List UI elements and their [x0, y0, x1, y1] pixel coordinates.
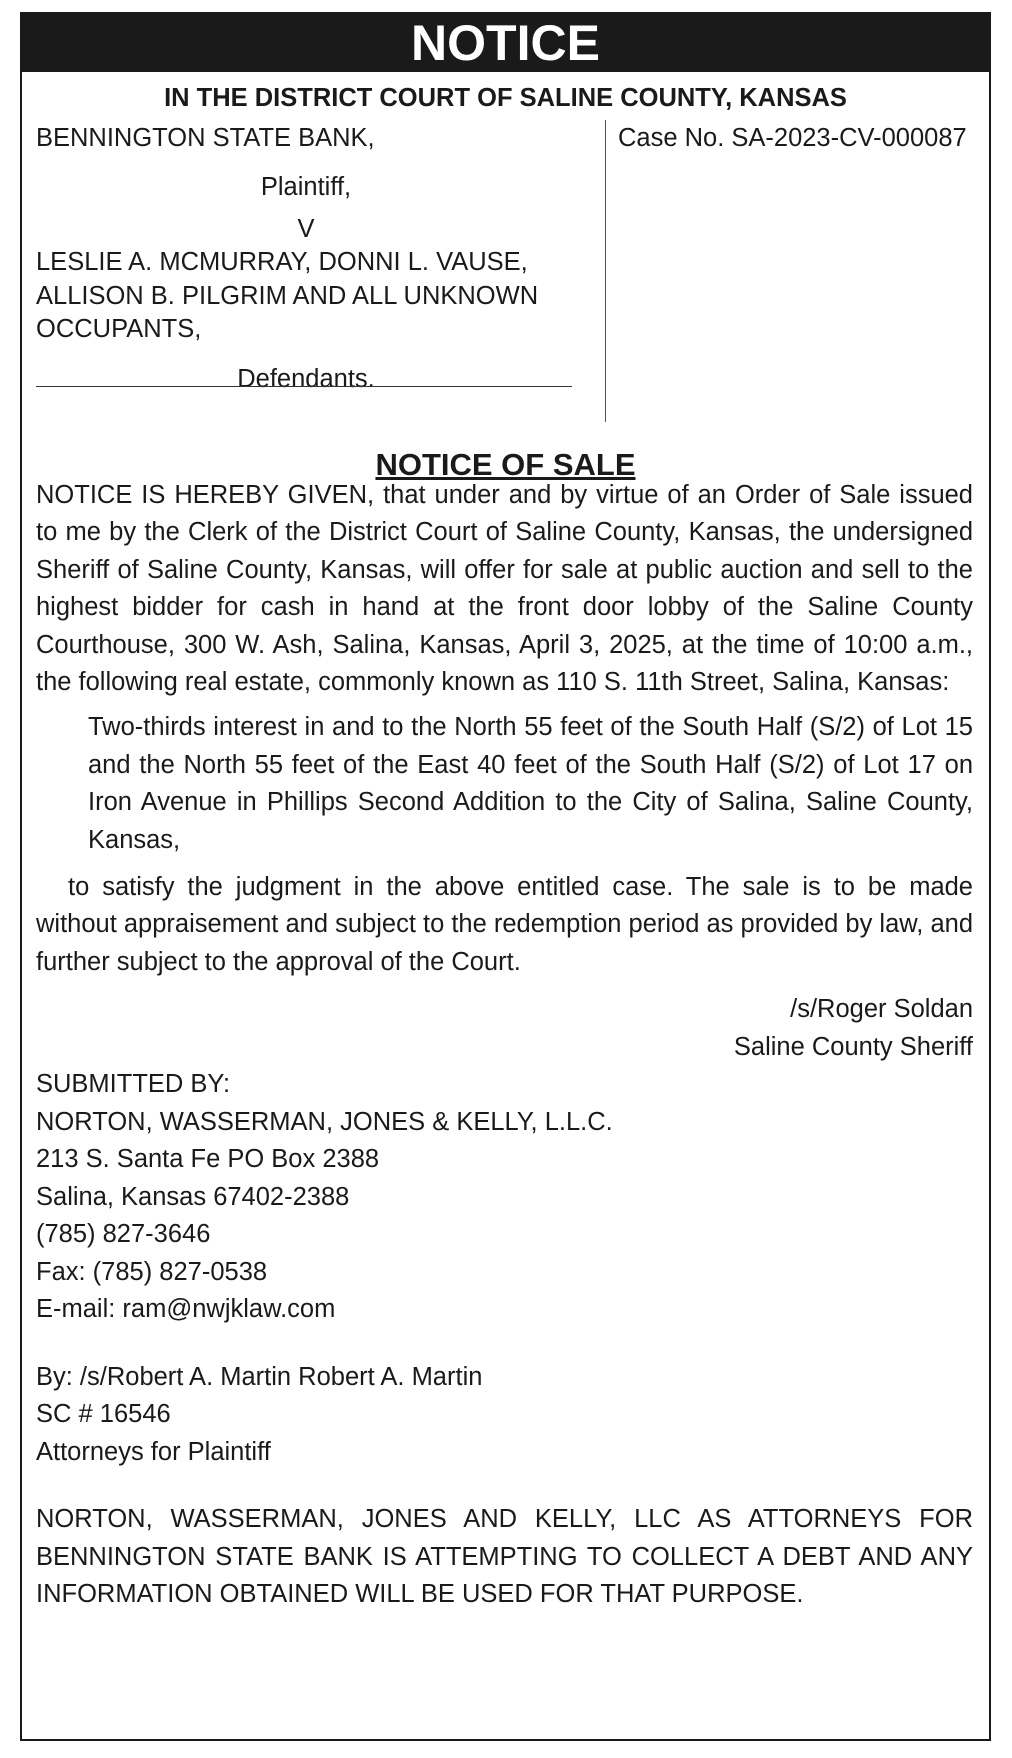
submitted-by-block: [36, 1066, 973, 1329]
notice-body: [36, 477, 973, 1614]
sheriff-signature: /s/Roger Soldan: [790, 995, 973, 1024]
defendants-line: OCCUPANTS,: [36, 315, 202, 343]
notice-frame: [20, 12, 991, 1741]
case-caption: [22, 120, 989, 438]
firm-address-2: Salina, Kansas 67402-2388: [36, 1182, 350, 1211]
attorney-signature: By: /s/Robert A. Martin Robert A. Martin: [36, 1362, 483, 1391]
court-heading: IN THE DISTRICT COURT OF SALINE COUNTY, KANSAS: [164, 84, 847, 112]
legal-description: Two-thirds interest in and to the North 55 feet of the South Half (S/2) of Lot 15 and the North 55 feet of the East 40 feet of the South Half (S/2) of Lot 17 on Iron Avenue in Phillips Second Addition to the City of Salina, Saline County, Kansas,: [88, 713, 973, 854]
defendants-names: [36, 246, 576, 347]
attorney-sc-number: SC # 16546: [36, 1400, 171, 1429]
sale-title: NOTICE OF SALE: [375, 447, 636, 482]
case-number: Case No. SA-2023-CV-000087: [618, 124, 967, 152]
notice-banner: NOTICE: [22, 14, 989, 72]
attorney-role: Attorneys for Plaintiff: [36, 1437, 271, 1466]
caption-divider: [36, 386, 572, 387]
caption-parties: [36, 120, 576, 398]
firm-fax: Fax: (785) 827-0538: [36, 1257, 268, 1286]
firm-email: E-mail: ram@nwjklaw.com: [36, 1295, 336, 1324]
submitted-label: SUBMITTED BY:: [36, 1070, 231, 1099]
defendants-line: ALLISON B. PILGRIM AND ALL UNKNOWN: [36, 281, 539, 310]
defendants-label: Defendants.: [237, 364, 375, 393]
caption-vertical-divider: [605, 120, 606, 422]
notice-paragraph: NOTICE IS HEREBY GIVEN, that under and by virtue of an Order of Sale issued to me by the Clerk of the District Court of Saline County, Kansas, the undersigned Sheriff of Saline County, Kansas, will offer for sale at public auction and sell to the highest bidder for cash in hand at the front door lobby of the Saline County Courthouse, 300 W. Ash, Salina, Kansas, April 3, 2025, at the time of 10:00 a.m., the following real estate, commonly known as 110 S. 11th Street, Salina, Kansas:: [36, 481, 973, 697]
firm-phone: (785) 827-3646: [36, 1220, 211, 1249]
attorney-block: [36, 1359, 973, 1472]
plaintiff-name: BENNINGTON STATE BANK,: [36, 124, 375, 152]
plaintiff-label: Plaintiff,: [260, 173, 352, 201]
defendants-line: LESLIE A. MCMURRAY, DONNI L. VAUSE,: [36, 248, 528, 276]
judgment-paragraph: to satisfy the judgment in the above entitled case. The sale is to be made without appraisement and subject to the redemption period as provided by law, and further subject to the approval of the Court.: [36, 873, 974, 976]
firm-address-1: 213 S. Santa Fe PO Box 2388: [36, 1145, 380, 1174]
versus: V: [297, 215, 315, 243]
debt-disclaimer: NORTON, WASSERMAN, JONES AND KELLY, LLC AS ATTORNEYS FOR BENNINGTON STATE BANK IS ATTEMPTING TO COLLECT A DEBT AND ANY INFORMATION OBTAINED WILL BE USED FOR THAT PURPOSE.: [36, 1505, 973, 1609]
sheriff-title: Saline County Sheriff: [733, 1032, 973, 1061]
firm-name: NORTON, WASSERMAN, JONES & KELLY, L.L.C.: [36, 1107, 613, 1136]
